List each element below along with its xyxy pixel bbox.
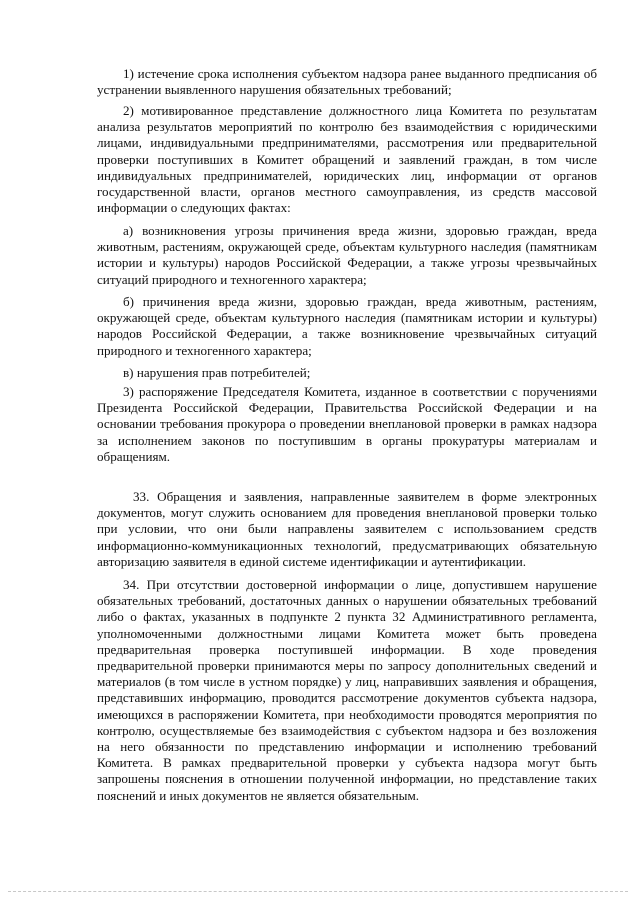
paragraph-item-1: 1) истечение срока исполнения субъектом надзора ранее выданного предписания об устранении выявленного нарушения обязательных требований; xyxy=(97,66,597,98)
paragraph-item-2: 2) мотивированное представление должностного лица Комитета по результатам анализа результатов мероприятий по контролю без взаимодействия с юридическими лицами, индивидуальными предпринимателями, рассмотрения или предварительной проверки поступивших в Комитет обращений и заявлений граждан, в том числе индивидуальных предпринимателей, юридических лиц, информации от органов государственной власти, органов местного самоуправления, из средств массовой информации о следующих фактах: xyxy=(97,103,597,216)
paragraph-subitem-b: б) причинения вреда жизни, здоровью граждан, вреда животным, растениям, окружающей среде, объектам культурного наследия (памятникам истории и культуры) народов Российской Федерации, а также возникновение чрезвычайных ситуаций природного и техногенного характера; xyxy=(97,294,597,358)
paragraph-section-34: 34. При отсутствии достоверной информации о лице, допустившем нарушение обязательных требований, достаточных данных о нарушении обязательных требований либо о фактах, указанных в подпункте 2 пункта 32 Административного регламента, уполномоченными должностными лицами Комитета может быть проведена предварительная проверка поступившей информации. В ходе проведения предварительной проверки принимаются меры по запросу дополнительных сведений и материалов (в том числе в устном порядке) у лиц, направивших заявления и обращения, представивших информацию, проводится рассмотрение документов субъекта надзора, имеющихся в распоряжении Комитета, при необходимости проводятся мероприятия по контролю, осуществляемые без взаимодействия с субъектом надзора и без возложения на него обязанности по представлению информации и исполнению требований Комитета. В рамках предварительной проверки у субъекта надзора могут быть запрошены пояснения в отношении полученной информации, но представление таких пояснений и иных документов не является обязательным. xyxy=(97,577,597,803)
paragraph-item-3: 3) распоряжение Председателя Комитета, изданное в соответствии с поручениями Президента Российской Федерации, Правительства Российской Федерации и на основании требования прокурора о проведении внеплановой проверки в рамках надзора за исполнением законов по поступившим в органы прокуратуры материалам и обращениям. xyxy=(97,384,597,464)
paragraph-subitem-v: в) нарушения прав потребителей; xyxy=(123,365,311,380)
page-bottom-divider xyxy=(8,891,628,892)
paragraph-subitem-a: а) возникновения угрозы причинения вреда жизни, здоровью граждан, вреда животным, растениям, окружающей среде, объектам культурного наследия (памятникам истории и культуры) народов Российской Федерации, а также угрозы чрезвычайных ситуаций природного и техногенного характера; xyxy=(97,223,597,287)
paragraph-section-33: 33. Обращения и заявления, направленные заявителем в форме электронных документов, могут служить основанием для проведения внеплановой проверки только при условии, что они были направлены заявителем с использованием средств информационно-коммуникационных технологий, предусматривающих обязательную авторизацию заявителя в единой системе идентификации и аутентификации. xyxy=(97,489,597,569)
